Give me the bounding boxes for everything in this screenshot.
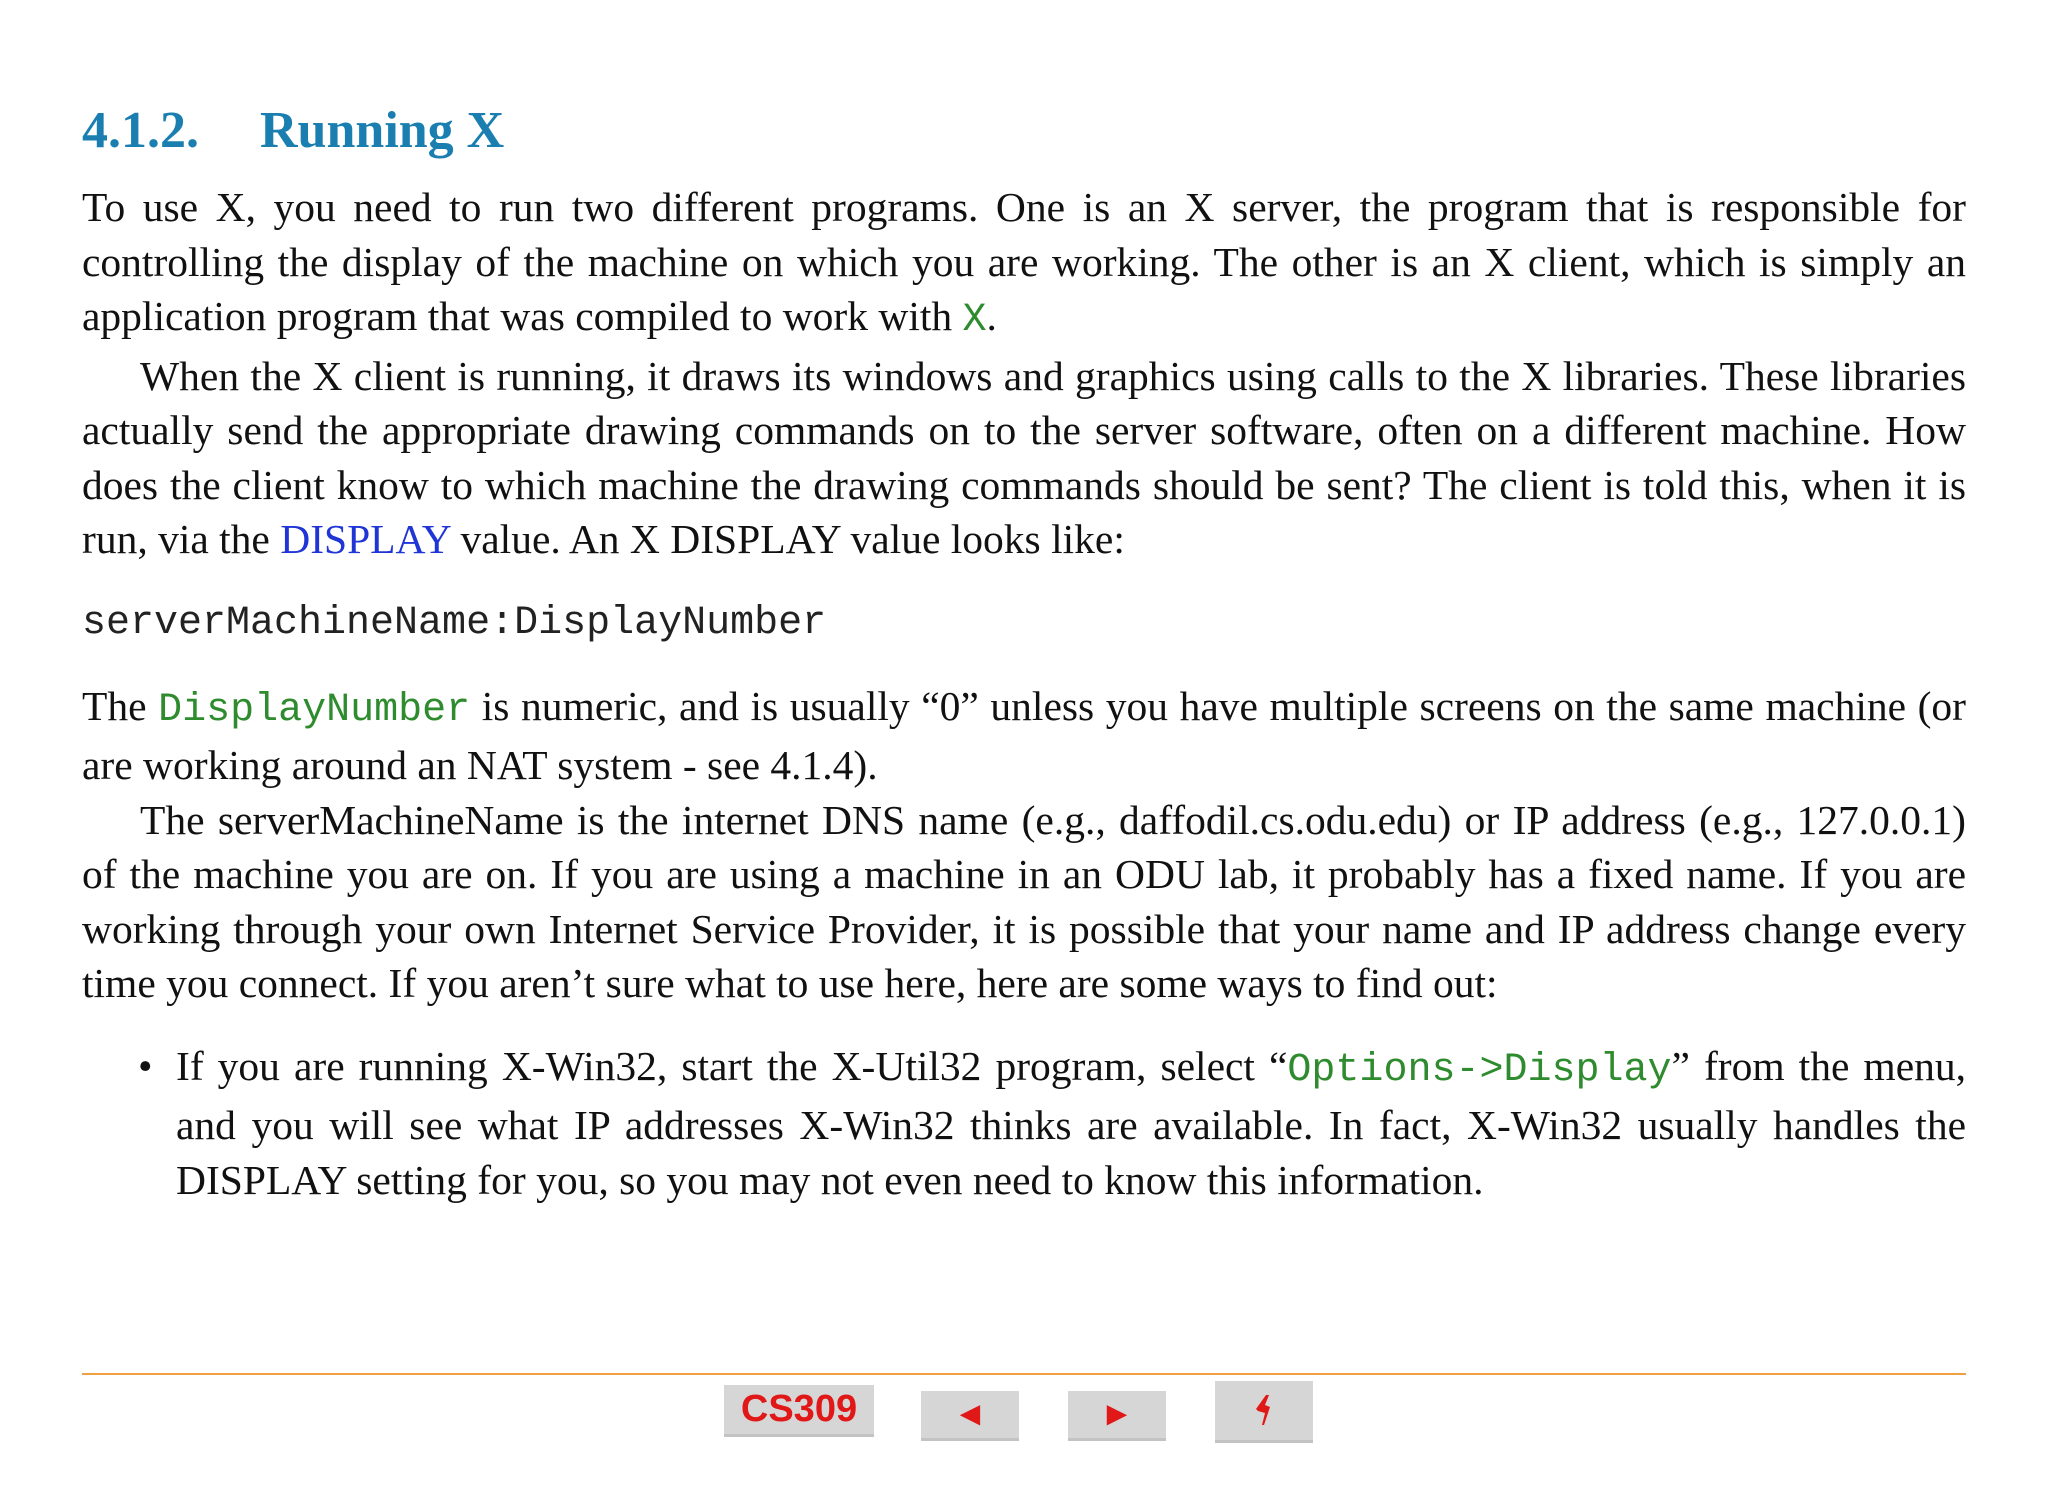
- section-title: Running X: [260, 102, 505, 159]
- footer-divider: [82, 1373, 1966, 1375]
- section-heading: [82, 100, 1966, 162]
- previous-page-button[interactable]: [921, 1391, 1019, 1441]
- paragraph-server-machine-name: The serverMachineName is the internet DNS name (e.g., daffodil.cs.odu.edu) or IP address (e.g., 127.0.0.1) of the machine you are on. If you are using a machine in an ODU lab, it probably has a fixed name. If you are working through your own Internet Service Provider, it is possible that your name and IP address change every time you connect. If you aren’t sure what to use here, here are some ways to find out:: [82, 796, 1966, 1007]
- triangle-right-icon: ►: [1100, 1395, 1134, 1433]
- course-home-button[interactable]: CS309: [724, 1385, 874, 1437]
- back-button[interactable]: [1215, 1381, 1313, 1443]
- paragraph-display-text: When the X client is running, it draws its windows and graphics using calls to the X libraries. These libraries actually send the appropriate drawing commands on to the server software, often on a different machine. How does the client know to which machine the drawing commands should be sent? The client is told this, when it is run, via the: [82, 352, 1966, 563]
- next-page-button[interactable]: [1068, 1391, 1166, 1441]
- bullet-icon: •: [138, 1042, 153, 1089]
- ways-to-find-out-list: [82, 1039, 1966, 1208]
- section-number: 4.1.2.: [82, 102, 199, 159]
- display-format-code: serverMachineName:DisplayNumber: [82, 600, 827, 646]
- back-arrow-icon: [1252, 1391, 1276, 1431]
- list-item: • If you are running X-Win32, start the X-Util32 program, select “Options->Display” from the menu, and you will see what IP addresses X-Win32 thinks are available. In fact, X-Win32 usually handles the DISPLAY setting for you, so you may not even need to know this information.: [82, 1039, 1966, 1208]
- paragraph-display-number: The DisplayNumber is numeric, and is usually “0” unless you have multiple screens on the same machine (or are working around an NAT system - see 4.1.4).: [82, 682, 1966, 789]
- code-x: X: [962, 298, 987, 344]
- paragraph-intro: To use X, you need to run two different programs. One is an X server, the program that is responsible for controlling the display of the machine on which you are working. The other is an X client, which is simply an application program that was compiled to work with X.: [82, 184, 1966, 344]
- page-content: [82, 100, 1966, 1207]
- triangle-left-icon: ◄: [953, 1395, 987, 1433]
- code-displaynumber: DisplayNumber: [158, 687, 471, 733]
- display-link[interactable]: DISPLAY: [280, 516, 451, 563]
- paragraph-display: When the X client is running, it draws its windows and graphics using calls to the X libraries. These libraries actually send the appropriate drawing commands on to the server software, often on a different machine. How does the client know to which machine the drawing commands should be sent? The client is told this, when it is run, via the DISPLAY value. An X DISPLAY value looks like:: [82, 352, 1966, 563]
- paragraph-intro-text: To use X, you need to run two different programs. One is an X server, the program that is responsible for controlling the display of the machine on which you are working. The other is an X client, which is simply an application program that was compiled to work with: [82, 184, 1966, 340]
- code-options-display: Options->Display: [1287, 1047, 1672, 1093]
